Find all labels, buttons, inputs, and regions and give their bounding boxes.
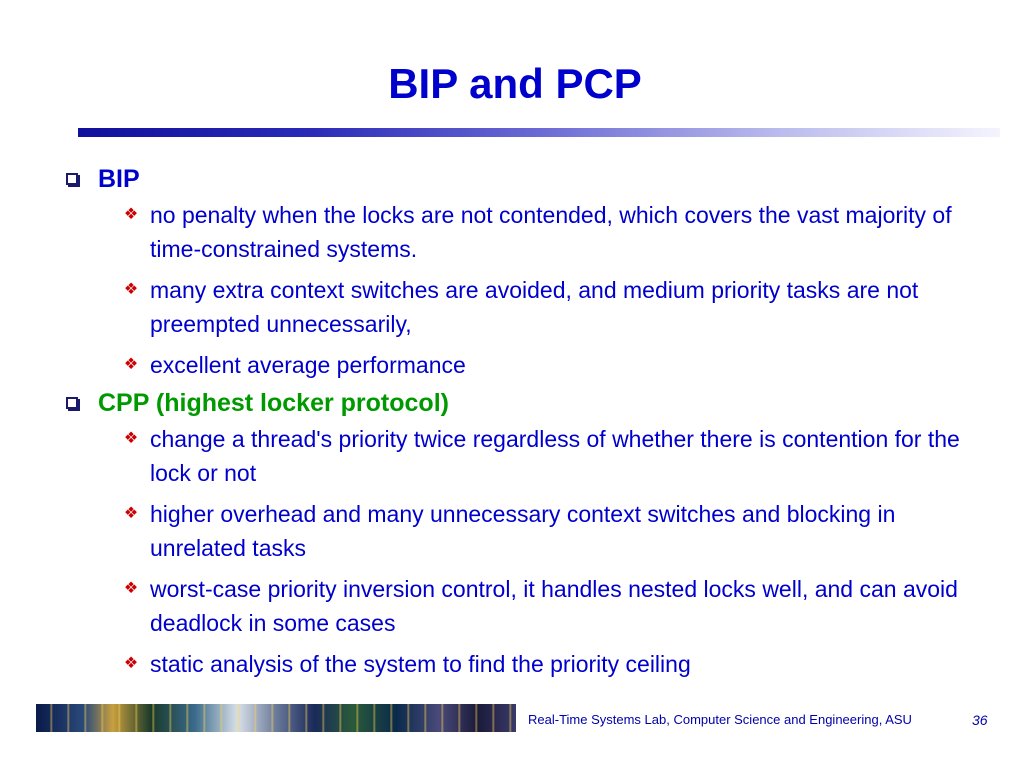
slide-title: BIP and PCP — [388, 60, 642, 107]
bullet-list — [66, 422, 986, 681]
list-item-text: excellent average performance — [150, 352, 466, 378]
list-item-text: static analysis of the system to find the priority ceiling — [150, 651, 691, 677]
list-item — [121, 497, 986, 565]
section-heading-text: BIP — [98, 165, 140, 193]
four-diamond-icon: ❖ — [123, 206, 139, 223]
page-number: 36 — [972, 712, 988, 728]
four-diamond-icon: ❖ — [123, 356, 139, 373]
list-item-text: higher overhead and many unnecessary context switches and blocking in unrelated tasks — [150, 501, 896, 561]
slide-content — [66, 160, 986, 683]
four-diamond-icon: ❖ — [123, 655, 139, 672]
list-item — [121, 348, 986, 382]
title-underline — [78, 128, 1000, 137]
list-item — [121, 273, 986, 341]
four-diamond-icon: ❖ — [123, 505, 139, 522]
hollow-square-icon — [66, 397, 78, 409]
section-heading-text: CPP (highest locker protocol) — [98, 389, 449, 417]
four-diamond-icon: ❖ — [123, 580, 139, 597]
four-diamond-icon: ❖ — [123, 281, 139, 298]
section-cpp — [66, 384, 986, 681]
list-item — [121, 572, 986, 640]
list-item-text: no penalty when the locks are not contended, which covers the vast majority of time-constrained systems. — [150, 202, 952, 262]
bullet-list — [66, 198, 986, 382]
list-item-text: worst-case priority inversion control, it handles nested locks well, and can avoid deadlock in some cases — [150, 576, 958, 636]
hollow-square-icon — [66, 173, 78, 185]
list-item — [121, 422, 986, 490]
list-item-text: many extra context switches are avoided, and medium priority tasks are not preempted unnecessarily, — [150, 277, 919, 337]
footer-circuit-image — [36, 704, 516, 732]
list-item-text: change a thread's priority twice regardless of whether there is contention for the lock or not — [150, 426, 960, 486]
list-item — [121, 647, 986, 681]
section-bip — [66, 160, 986, 382]
footer-text: Real-Time Systems Lab, Computer Science and Engineering, ASU — [528, 712, 912, 727]
section-heading — [66, 160, 986, 198]
list-item — [121, 198, 986, 266]
section-heading — [66, 384, 986, 422]
four-diamond-icon: ❖ — [123, 430, 139, 447]
